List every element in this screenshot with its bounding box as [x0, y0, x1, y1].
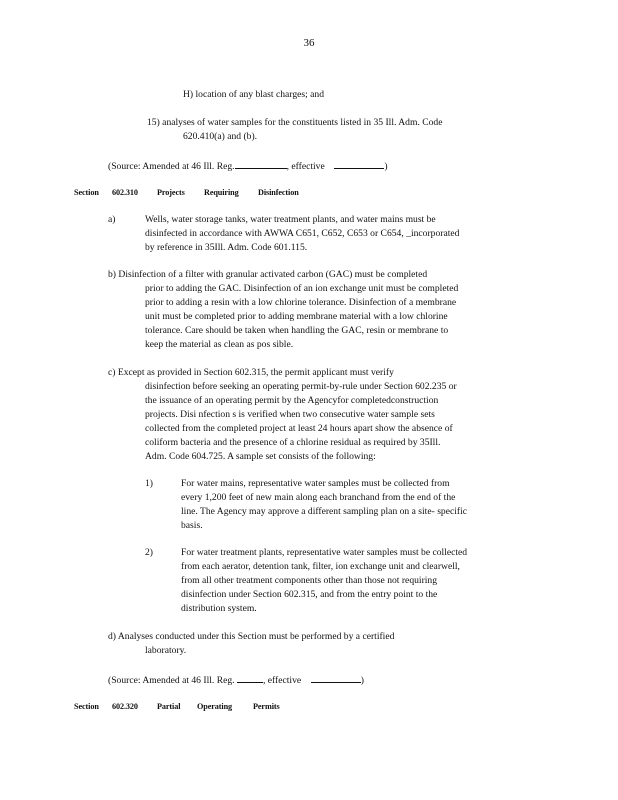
source-note-2-reg-blank — [237, 672, 263, 683]
paragraph-b-line: unit must be completed prior to adding membrane material with a low chlorine — [145, 311, 448, 322]
source-note-1 — [108, 158, 388, 174]
section-title-word: Partial — [157, 702, 181, 711]
page-number: 36 — [303, 37, 315, 49]
section-title-word: Permits — [253, 702, 280, 711]
paragraph-b-line: tolerance. Care should be taken when handling the GAC, resin or membrane to — [145, 325, 449, 336]
section-title-word: Disinfection — [258, 188, 299, 197]
section-title-word: Operating — [197, 702, 233, 711]
source-note-2-close: ) — [360, 675, 364, 686]
section-602-310-heading — [0, 186, 618, 200]
section-label: Section — [74, 702, 99, 711]
paragraph-c-line: the issuance of an operating permit by the Agencyfor completedconstruction — [145, 395, 439, 406]
paragraph-a-line: Wells, water storage tanks, water treatment plants, and water mains must be — [145, 214, 436, 225]
source-note-2-effective: , effective — [262, 675, 302, 686]
subitem-2-line: from each aerator, detention tank, filter, ion exchange unit and clearwell, — [181, 561, 460, 572]
subitem-1-line: line. The Agency may approve a different sampling plan on a site- specific — [181, 506, 468, 517]
subitem-1-line: basis. — [181, 520, 203, 531]
subitem-2-line: distribution system. — [181, 603, 257, 614]
source-note-1-prefix: (Source: Amended at 46 Ill. Reg. — [108, 161, 235, 172]
source-note-2-prefix: (Source: Amended at 46 Ill. Reg. — [108, 675, 235, 686]
paragraph-c-line: c) Except as provided in Section 602.315, the permit applicant must verify — [108, 367, 394, 378]
subitem-2-line: For water treatment plants, representative water samples must be collected — [181, 547, 468, 558]
section-number: 602.310 — [112, 188, 138, 197]
source-note-1-effective: , effective — [286, 161, 325, 172]
source-note-2 — [108, 672, 364, 688]
paragraph-d-line: laboratory. — [145, 645, 187, 656]
paragraph-b-line: keep the material as clean as pos sible. — [145, 339, 294, 350]
source-note-1-close: ) — [384, 161, 388, 172]
subitem-2-line: disinfection under Section 602.315, and from the entry point to the — [181, 589, 438, 600]
paragraph-c-line: projects. Disi nfection s is verified when two consecutive water sample sets — [145, 409, 435, 420]
paragraph-b-line: b) Disinfection of a filter with granular activated carbon (GAC) must be completed — [108, 269, 428, 280]
section-title-word: Requiring — [204, 188, 239, 197]
subitem-1-marker: 1) — [145, 478, 153, 489]
item-15-line-1: 15) analyses of water samples for the constituents listed in 35 Ill. Adm. Code — [147, 117, 443, 128]
subitem-2-marker: 2) — [145, 547, 153, 558]
paragraph-b-line: prior to adding the GAC. Disinfection of an ion exchange unit must be completed — [145, 283, 459, 294]
paragraph-a-marker: a) — [108, 214, 116, 225]
subitem-1-line: For water mains, representative water samples must be collected from — [181, 478, 450, 489]
paragraph-d-line: d) Analyses conducted under this Section must be performed by a certified — [108, 631, 395, 642]
paragraph-b-line: prior to adding a resin with a low chlorine tolerance. Disinfection of a membrane — [145, 297, 457, 308]
section-label: Section — [74, 188, 99, 197]
source-note-1-reg-blank — [235, 158, 287, 169]
paragraph-c-line: disinfection before seeking an operating permit-by-rule under Section 602.235 or — [145, 381, 457, 392]
source-note-2-date-blank — [311, 672, 361, 683]
subitem-1-line: every 1,200 feet of new main along each branchand from the end of the — [181, 492, 456, 503]
section-number: 602.320 — [112, 702, 138, 711]
item-h-blast-charges: H) location of any blast charges; and — [183, 89, 325, 100]
section-602-320-heading — [0, 700, 618, 714]
source-note-1-date-blank — [334, 158, 384, 169]
paragraph-c-line: collected from the completed project at least 24 hours apart show the absence of — [145, 423, 453, 434]
paragraph-a-line: disinfected in accordance with AWWA C651, C652, C653 or C654, _incorporated — [145, 228, 460, 239]
paragraph-a-line: by reference in 35Ill. Adm. Code 601.115. — [145, 242, 308, 253]
paragraph-c-line: Adm. Code 604.725. A sample set consists of the following: — [145, 451, 376, 462]
section-title-word: Projects — [157, 188, 185, 197]
subitem-2-line: from all other treatment components other than those not requiring — [181, 575, 438, 586]
paragraph-c-line: coliform bacteria and the presence of a chlorine residual as required by 35Ill. — [145, 437, 441, 448]
item-15-line-2: 620.410(a) and (b). — [183, 131, 258, 142]
